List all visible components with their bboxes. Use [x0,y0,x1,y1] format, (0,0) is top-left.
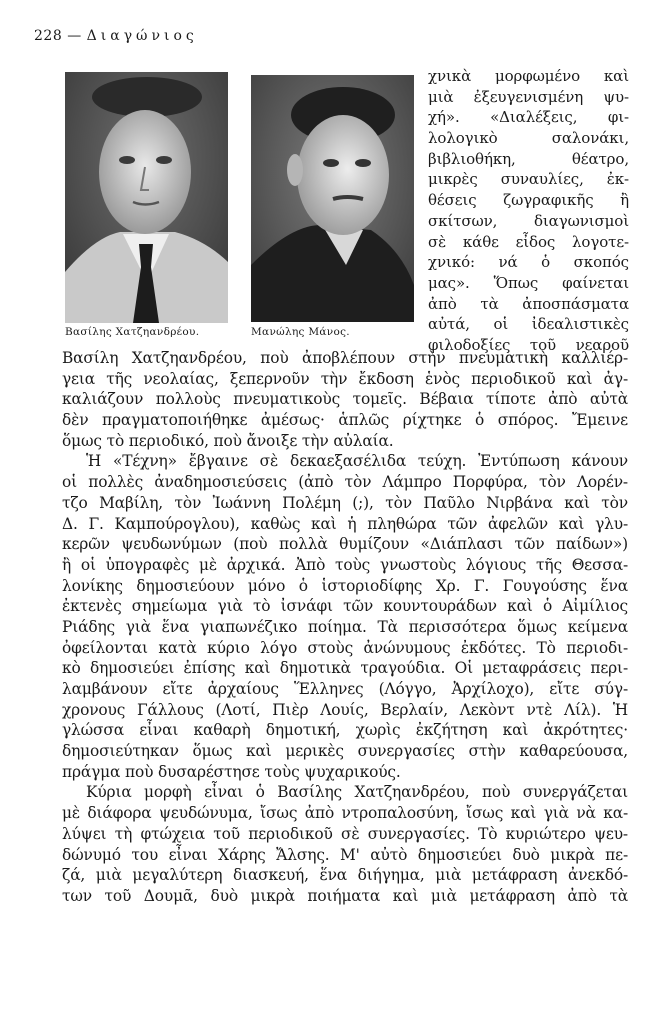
body-text-line: Βασίλη Χατζηανδρέου, ποὺ ἀποβλέπουν στὴν πνευματικὴ καλλιέρ- [62,349,628,367]
running-header [34,28,198,44]
body-text-line: οἱ πολλὲς ἀναδημοσιεύσεις (ἀπὸ τὸν Λάμπρο Πορφύρα, τὸν Λορέν- [62,473,628,492]
body-text-line: καλιάζουν πολλοὺς πνευματικοὺς τομεῖς. Βέβαια τίποτε ἀπὸ αὐτὰ [62,390,628,409]
side-text-line: σκίτσων, διαγωνισμοὶ [428,211,629,230]
body-text-line: κερῶν ψευδωνύμων (ποὺ πολλὰ θυμίζουν «Διάπλασι τῶν παίδων») [62,535,628,554]
side-text-line: μας». Ὅπως φαίνεται [428,273,629,292]
photo-caption-1: Βασίλης Χατζηανδρέου. [65,326,200,338]
photo-portrait-1 [65,72,228,323]
body-text-line: χρονους Γάλλους (Λοτί, Πιὲρ Λουίς, Βερλαίν, Λεκὸντ ντὲ Λίλ). Ἡ [62,700,628,719]
side-text-line: θέσεις ζωγραφικῆς ἢ [428,191,629,210]
body-text-line: ὅμως τὸ περιοδικό, ποὺ ἄνοιξε τὴν αὐλαία. [62,431,394,450]
paragraph-first-line: Κύρια μορφὴ εἶναι ὁ Βασίλης Χατζηανδρέου, ποὺ συνεργάζεται [86,783,628,802]
body-text-line: λύψει τὴ φτώχεια τοῦ περιοδικοῦ σὲ συνεργασίες. Τὸ κυριώτερο ψευ- [62,824,628,843]
side-text-line: φιλοδοξίες τοῦ νεαροῦ [428,335,629,354]
body-text-line: δώνυμό του εἶναι Χάρης Ἄλσης. Μ' αὐτὸ δημοσιεύει δυὸ μικρὰ πε- [62,845,628,864]
side-text-line: χνικὰ μορφωμένο καὶ [428,67,629,85]
paragraph-first-line: Ἡ «Τέχνη» ἔβγαινε σὲ δεκαεξασέλιδα τεύχη. Ἐντύπωση κάνουν [86,452,628,471]
side-text-line: αὐτά, οἱ ἰδεαλιστικὲς [428,315,629,334]
running-title: Διαγώνιος [86,28,198,44]
side-text-line: ἀπὸ τὰ ἀποσπάσματα [428,294,629,313]
page-number: 228 [34,28,63,44]
photo-caption-2: Μανώλης Μάνος. [251,326,350,338]
side-text-line: μικρὲς συναυλίες, ἐκ- [428,170,629,189]
side-text-line: σὲ κάθε εἶδος λογοτε- [428,232,629,251]
body-text-line: ἐκτενὲς σημείωμα γιὰ τὸ ἰσνάφι τῶν κουντουράδων καὶ ὁ Αἰμίλιος [62,597,628,616]
header-dash: — [67,28,82,44]
body-text-line: δὲν πραγματοποιήθηκε ἀμέσως· ἁπλῶς ρίχτηκε ὁ σπόρος. Ἔμεινε [62,411,628,430]
side-text-line: χή». «Διαλέξεις, φι- [428,108,629,127]
body-text-line: μὲ διάφορα ψευδώνυμα, ἴσως ἀπὸ ντροπαλοσύνη, ἴσως καὶ γιὰ νὰ κα- [62,804,628,823]
body-text-line: λονίκης δημοσιεύουν μόνο ὁ ἱστοριοδίφης Χρ. Γ. Γουγούσης ἕνα [62,576,628,595]
main-text-column [62,348,628,907]
body-text-line: τζο Μαβίλη, τὸν Ἰωάννη Πολέμη (;), τὸν Παῦλο Νιρβάνα καὶ τὸν [62,493,628,512]
side-text-line: χνικό: νά ὁ σκοπός [428,253,629,272]
body-text-line: λαμβάνουν εἴτε ἀρχαίους Ἕλληνες (Λόγγο, Ἀρχίλοχο), εἴτε σύγ- [62,680,628,698]
side-text-line: μιὰ ἐξευγενισμένη ψυ- [428,87,629,106]
body-text-line: Δ. Γ. Καμπούρογλου), καθὼς καὶ ἡ πληθώρα τῶν ἀφελῶν καὶ γλυ- [62,514,628,533]
body-text-line: ζά, μιὰ μεγαλύτερη διασκευή, ἕνα διήγημα, μιὰ μετάφραση ἀνεκδό- [62,866,628,885]
body-text-line: ἢ οἱ ὑπογραφὲς μὲ ἀρχικά. Ἀπὸ τοὺς γνωστοὺς λόγιους τῆς Θεσσα- [62,555,628,574]
body-text-line: των τοῦ Δουμᾶ, δυὸ μικρὰ ποιήματα καὶ μιὰ μετάφραση ἀπὸ τὰ [62,886,628,905]
side-text-column [428,66,629,356]
body-text-line: ὀφείλονται κατὰ κύριο λόγο στοὺς ἀνώνυμους ἐκδότες. Τὸ περιοδι- [62,638,628,657]
body-text-line: δημοσιεύτηκαν ὅμως καὶ μερικὲς συνεργασίες στὴν καθαρεύουσα, [62,742,628,761]
portrait-image-1 [65,72,228,323]
side-text-line: λολογικὸ σαλονάκι, [428,129,629,148]
photo-portrait-2 [251,75,414,322]
side-text-line: βιβλιοθήκη, θέατρο, [428,149,629,168]
body-text-line: γλώσσα εἶναι καθαρὴ δημοτική, χωρὶς ἐκζήτηση καὶ ἀκρότητες· [62,721,628,740]
body-text-line: κὸ δημοσιεύει ἐπίσης καὶ δημοτικὰ τραγούδια. Οἱ μεταφράσεις περι- [62,659,628,678]
body-text-line: Ριάδης γιὰ ἕνα γιαπωνέζικο ποίημα. Τὰ περισσότερα ὅμως κείμενα [62,617,628,636]
portrait-image-2 [251,75,414,322]
body-text-line: γεια τῆς νεολαίας, ξεπερνοῦν τὴν ἔκδοση ἑνὸς περιοδικοῦ καὶ ἀγ- [62,369,628,388]
body-text-line: πράγμα ποὺ δυσαρέστησε τοὺς ψυχαρικούς. [62,762,401,781]
